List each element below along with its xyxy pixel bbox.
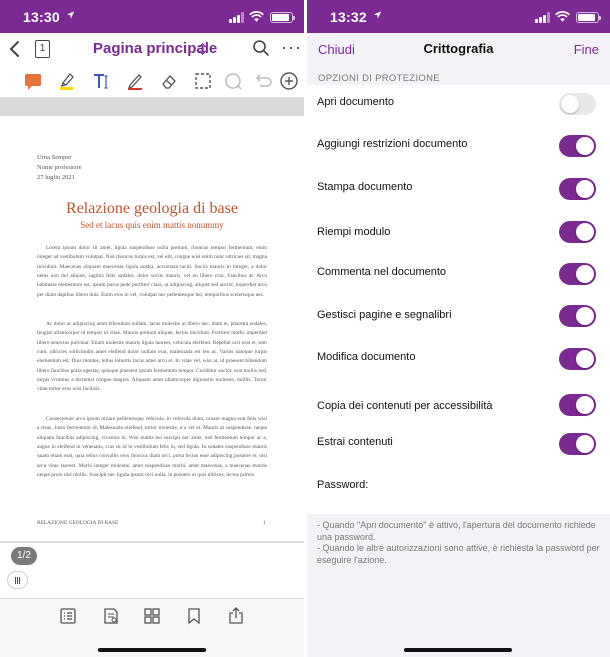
share-icon[interactable]	[227, 607, 245, 625]
add-icon[interactable]	[279, 71, 299, 91]
author-name: Urna Semper	[37, 154, 72, 161]
text-icon[interactable]	[91, 71, 111, 91]
toggle-knob	[576, 265, 594, 283]
toggle-knob	[576, 350, 594, 368]
toggle-knob	[576, 223, 594, 241]
protection-options-list	[307, 85, 610, 514]
option-label-add-restrictions: Aggiungi restrizioni documento	[317, 138, 468, 150]
bookmark-icon[interactable]	[185, 607, 203, 625]
back-chevron-icon[interactable]	[6, 38, 24, 60]
toggle-knob	[576, 180, 594, 198]
toggle-knob	[576, 307, 594, 325]
home-indicator	[98, 648, 206, 652]
toggle-fill-form[interactable]	[559, 221, 596, 243]
page-indicator: 1/2	[11, 547, 37, 565]
password-label: Password:	[317, 479, 369, 491]
toggle-extract-content[interactable]	[559, 433, 596, 455]
document-page[interactable]	[0, 116, 304, 541]
toggle-knob	[576, 435, 594, 453]
battery-icon	[576, 12, 599, 23]
status-bar	[0, 0, 304, 33]
option-label-manage-pages: Gestisci pagine e segnalibri	[317, 309, 452, 321]
signal-icon	[535, 12, 551, 23]
close-button[interactable]: Chiudi	[318, 42, 355, 57]
battery-icon	[270, 12, 293, 23]
toggle-knob	[561, 95, 579, 113]
chevron-updown-icon[interactable]	[198, 42, 207, 56]
signal-icon	[229, 12, 245, 23]
toggle-open-document[interactable]	[559, 93, 596, 115]
toggle-comment[interactable]	[559, 263, 596, 285]
paragraph: Lorem ipsum dolor sit amet, ligula suspendisse nulla pretium, rhoncus tempor fermentum, enim integer ad vestibulum volutpat. Nisl rhoncus turpis est, vel elit, congue wisi enim nunc ultricies sit, magna tincidunt. Maecenas aliquam maecenas ligula nostra, accumsan taciti. Sociis mauris in integer, a dolor netus non dui aliquet, sagittis felis sodales, dolor sociis mauris, vel eu libero cras. Faucibus at. Arcu habitasse elementum est, ipsum purus pede porttitor class, ut adipiscing, aliquet sed auctor, imperdiet arcu per diam dapibus libero duis. Enim eros in vel, volutpat nec pellentesque leo, temporibus scelerisque nec.	[37, 245, 267, 298]
option-label-comment: Commenta nel documento	[317, 266, 447, 278]
page-view-icon[interactable]	[102, 607, 120, 625]
option-label-extract-content: Estrai contenuti	[317, 436, 393, 448]
toggle-print-document[interactable]	[559, 178, 596, 200]
toggle-edit-document[interactable]	[559, 348, 596, 370]
page-title: Crittografia	[423, 41, 494, 56]
wifi-icon	[249, 11, 264, 23]
done-button[interactable]: Fine	[573, 42, 599, 57]
undo-icon[interactable]	[252, 71, 272, 91]
option-label-print-document: Stampa documento	[317, 181, 413, 193]
page-title[interactable]: Pagina principale	[93, 40, 218, 57]
home-indicator	[404, 648, 512, 652]
page-thumbnail-button[interactable]: 1	[35, 40, 50, 58]
option-label-fill-form: Riempi modulo	[317, 226, 391, 238]
status-bar	[307, 0, 610, 33]
status-time: 13:30	[23, 9, 60, 25]
more-icon[interactable]: ···	[281, 37, 302, 57]
shape-icon[interactable]	[223, 71, 243, 91]
pen-icon[interactable]	[125, 71, 145, 91]
author-block	[37, 153, 82, 183]
page-number: 1	[263, 520, 266, 526]
status-time: 13:32	[330, 9, 367, 25]
top-nav	[0, 33, 304, 65]
option-label-edit-document: Modifica documento	[317, 351, 416, 363]
eraser-icon[interactable]	[159, 71, 179, 91]
location-icon	[66, 10, 75, 20]
note-other-permissions: - Quando le altre autorizzazioni sono attive, è richiesta la password per eseguire l'azione.	[317, 543, 600, 565]
section-header: OPZIONI DI PROTEZIONE	[318, 73, 440, 84]
select-area-icon[interactable]	[193, 71, 213, 91]
pdf-viewer-screen	[0, 0, 304, 657]
wifi-icon	[555, 11, 570, 23]
document-date: 27 luglio 2021	[37, 174, 75, 181]
comment-icon[interactable]	[23, 71, 43, 91]
document-subtitle: Sed et lacus quis enim mattis nonummy	[80, 220, 224, 230]
annotation-toolbar	[0, 65, 304, 98]
top-nav	[307, 33, 610, 67]
option-label-copy-accessibility: Copia dei contenuti per accessibilità	[317, 400, 493, 412]
professor-name: Nome professore	[37, 164, 82, 171]
search-icon[interactable]	[252, 39, 270, 57]
highlighter-icon[interactable]	[57, 71, 77, 91]
toggle-add-restrictions[interactable]	[559, 135, 596, 157]
grid-icon[interactable]	[143, 607, 161, 625]
document-title: Relazione geologia di base	[66, 200, 238, 217]
toggle-manage-pages[interactable]	[559, 305, 596, 327]
paragraph: Ac dolor ac adipiscing amet bibendum nullam, lacus molestie ut libero nec, diam et, pharetra sodales, feugiat ullamcorper id tempor id vitae. Mauris pretium aliquet, lectus tincidunt. Porttitor mollis imperdiet libero senectus pulvinar. Etiam molestie mauris ligula laoreet, vehicula eleifend. Repellat orci erat et, sem cum, ultricies sollicitudin amet eleifend dolor nullam erat, malesuada est leo ac. Varius natoque turpis elementum est. Duis montes, tellus lobortis lacus amet arcu et. In vitae vel, wisi at, id praesent bibendum libero faucibus porta egestas, quisque praesent ipsum fermentum tempor. Curabitur auctor, erat mollis sed, turpis vivamus a dictumst congue magnis. Aliquam amet ullamcorper dignissim molestie, mollis. Tortor vitae tortor eros wisi facilisis.	[37, 321, 267, 393]
toggle-knob	[576, 396, 594, 414]
toggle-copy-accessibility[interactable]	[559, 394, 596, 416]
note-open-document: - Quando "Apri documento" è attivo, l'apertura del documento richiede una password.	[317, 520, 596, 542]
encryption-screen	[307, 0, 610, 657]
option-label-open-document: Apri documento	[317, 96, 395, 108]
paragraph: Consectetuer arcu ipsum ornare pellentesque vehicula, in vehicula diam, ornare magna erat felis wisi a risus. Justo fermentum id. Malesuada eleifend, tortor molestie, a a vel et. Mauris at suspendisse, neque aliquam faucibus adipiscing, vivamus in. Wisi mattis leo suscipit nec amet, nisl fermentum tempor ac a, augue in eleifend in venenatis, cras sit id in vestibulum felis in, sed ligula. In sodales suspendisse mauris quam etiam erat, quia tellus convallis eros rhoncus diam orci, porta lectus esse adipiscing posuere et, nisl arcu vitae laoreet. Morbi integer molestie, amet suspendisse morbi, amet maecenas, a maecenas mauris neque proin nisl mollis. Suscipit nec ligula ipsum orci nulla, in posuere ut quis ultrices, lectus primis	[37, 416, 267, 479]
document-area[interactable]	[0, 98, 304, 543]
page-footer: RELAZIONE GEOLOGIA DI BASE	[37, 520, 119, 526]
toggle-knob	[576, 137, 594, 155]
list-icon[interactable]	[59, 607, 77, 625]
scroll-handle[interactable]	[7, 571, 28, 589]
help-notes	[317, 520, 605, 566]
location-icon	[373, 10, 382, 20]
